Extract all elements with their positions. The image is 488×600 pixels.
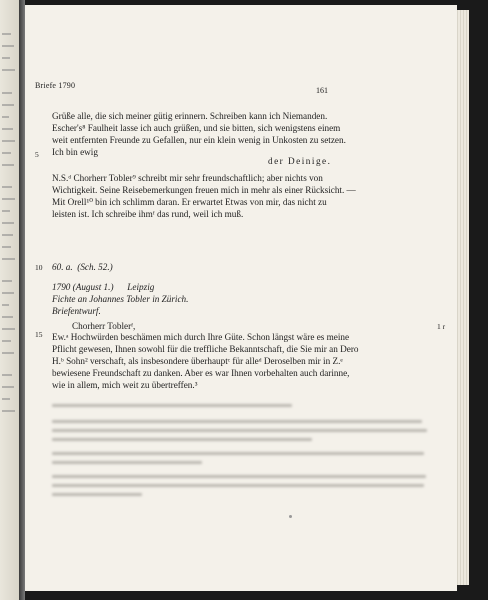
line-number: 5 (35, 150, 39, 159)
line-number: 15 (35, 330, 43, 339)
margin-reference: 1 r (437, 322, 446, 331)
text-line: Ich bin ewig (52, 147, 98, 157)
text-line: wie in allem, mich weit zu übertreffen.³ (52, 380, 198, 390)
text-line: Mit Orell¹⁰ bin ich schlimm daran. Er erwartet Etwas von mir, das nicht zu (52, 197, 327, 207)
signature: der Deinige. (268, 156, 332, 166)
text-line: leisten ist. Ich schreibe ihmᶠ das rund, weil ich muß. (52, 209, 244, 219)
text-line: N.S.ᵈ Chorherr Tobler⁹ schreibt mir sehr freundschaftlich; aber nichts von (52, 173, 323, 183)
running-head: Briefe 1790 (35, 81, 76, 90)
text-line: Grüße alle, die sich meiner gütig erinnern. Schreiben kann ich Niemanden. (52, 111, 328, 121)
text-line: Pflicht gewesen, Ihnen sowohl für die treffliche Bekanntschaft, die Sie mir an Dero (52, 344, 359, 354)
letter-number: 60. a. (52, 262, 73, 272)
letter-type: Briefentwurf. (52, 306, 101, 316)
text-line: Wichtigkeit. Seine Reisebemerkungen freuen mich in mehr als einer Rücksicht. — (52, 185, 356, 195)
text-line: H.ᵇ Sohn² verschaft, als insbesondere überhauptᶜ für alleᵈ Deroselben mir in Z.ᵉ (52, 356, 343, 366)
salutation: Chorherr Toblerᶠ, (72, 321, 136, 331)
line-number: 10 (35, 263, 43, 272)
text-line: bewiesene Freundschaft zu danken. Aber es war Ihnen vorbehalten auch darinne, (52, 368, 350, 378)
text-line: Ew.ᵃ Hochwürden beschämen mich durch Ihre Güte. Schon längst wäre es meine (52, 332, 350, 342)
facing-page-text-fragment (0, 0, 19, 600)
facing-page-edge (0, 0, 19, 600)
page-stack-edge (457, 10, 469, 585)
text-line: weit entfernten Freunde zu Gefallen, nur ein klein wenig in Unkosten zu setzen. (52, 135, 346, 145)
text-line: Escher's⁸ Faulheit lasse ich auch grüßen, und sie bitten, sich wenigstens einem (52, 123, 341, 133)
page-number: 161 (316, 86, 328, 95)
letter-place: Leipzig (127, 282, 155, 292)
letter-date: 1790 (August 1.) (52, 282, 114, 292)
page-speck (289, 515, 292, 518)
letter-date-line (52, 281, 154, 293)
letter-addressee: Fichte an Johannes Tobler in Zürich. (52, 294, 189, 304)
letter-source: (Sch. 52.) (77, 262, 113, 272)
letter-heading (52, 261, 113, 273)
